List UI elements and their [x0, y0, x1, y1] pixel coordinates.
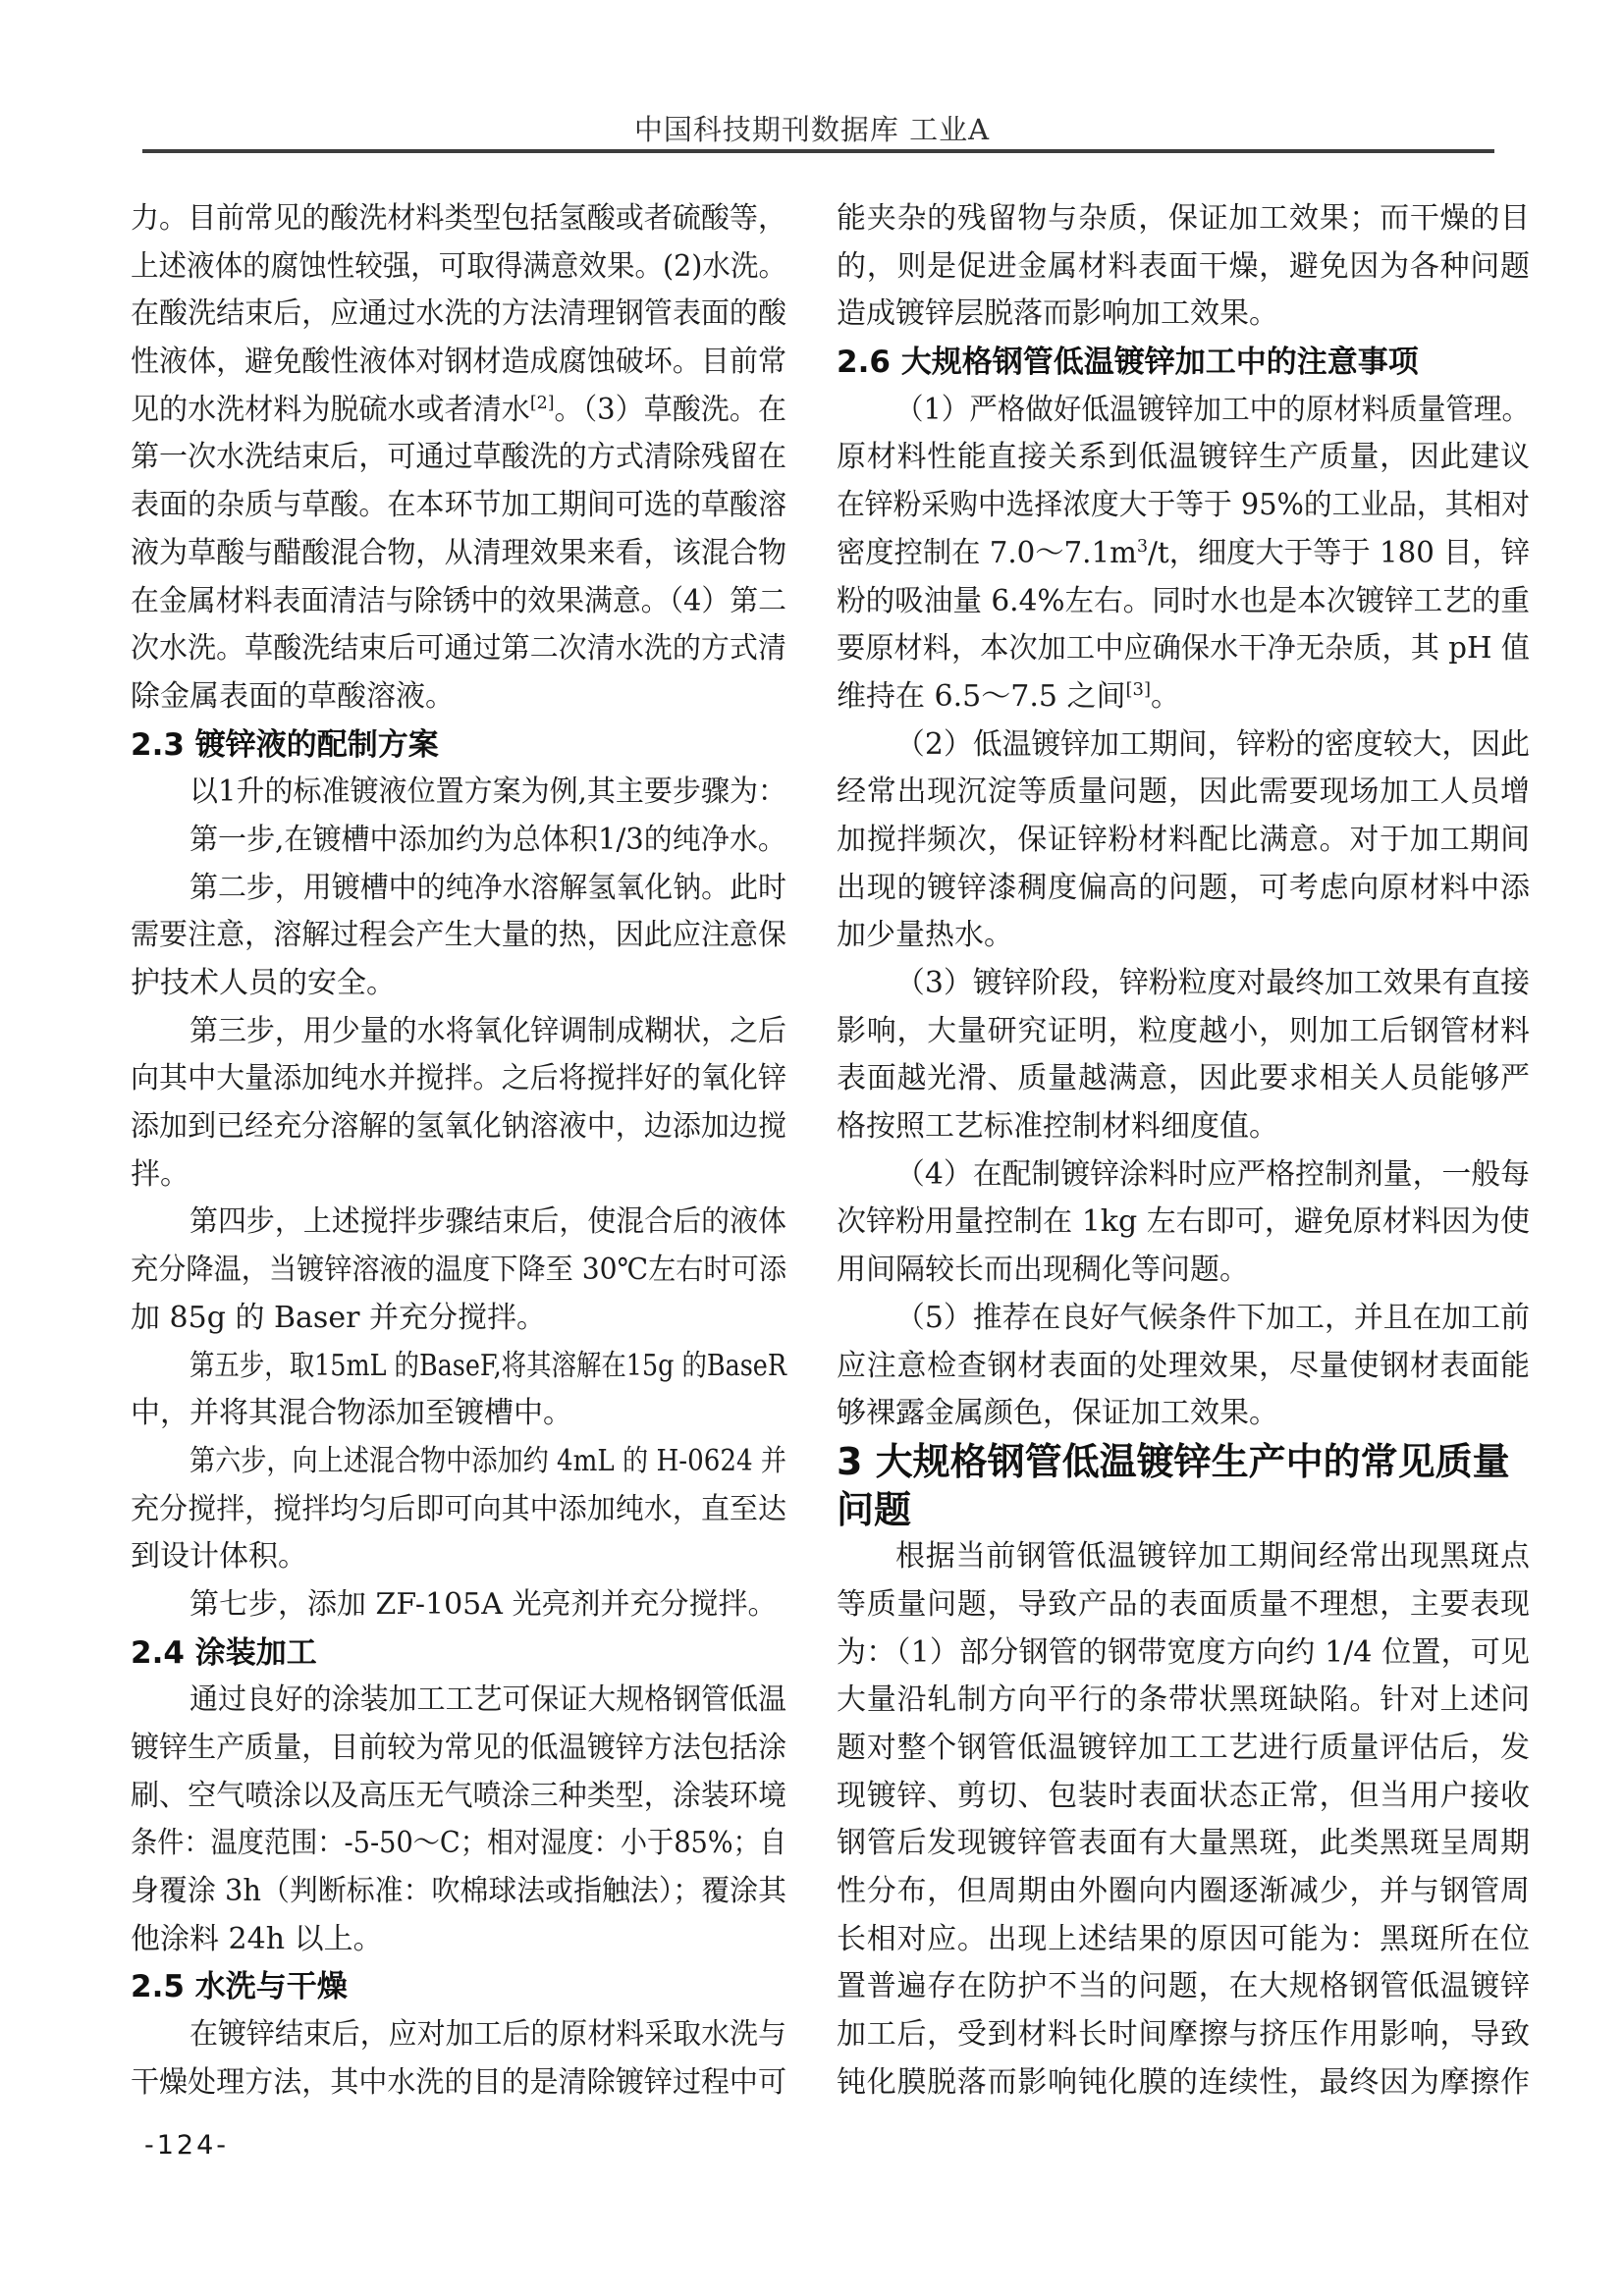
- text-line-content: 长相对应。出现上述结果的原因可能为：黑斑所在位: [837, 1921, 1530, 1956]
- text-line: [837, 1725, 1530, 1773]
- text-line: [837, 2011, 1530, 2059]
- section-heading: [837, 1486, 1530, 1534]
- text-line-content: 经常出现沉淀等质量问题，因此需要现场加工人员增: [837, 774, 1530, 810]
- text-line: [131, 1151, 786, 1200]
- section-heading: [837, 1438, 1530, 1486]
- text-line: [837, 530, 1530, 578]
- text-line-content: 加少量热水。: [837, 918, 1013, 953]
- text-line-content: 加工后，受到材料长时间摩擦与挤压作用影响，导致: [837, 2017, 1530, 2053]
- text-line-content: 为：（1）部分钢管的钢带宽度方向约 1/4 位置，可见: [837, 1634, 1530, 1670]
- text-line-content: 钝化膜脱落而影响钝化膜的连续性，最终因为摩擦作: [837, 2064, 1530, 2100]
- text-line: [837, 434, 1530, 482]
- text-line: [131, 1725, 786, 1773]
- text-line: [131, 387, 786, 435]
- text-line: [837, 482, 1530, 530]
- text-line-content: 他涂料 24h 以上。: [131, 1921, 383, 1956]
- text-line-content: 能夹杂的残留物与杂质，保证加工效果；而干燥的目: [837, 201, 1530, 236]
- text-line-content: 维持在 6.5～7.5 之间[3]。: [837, 678, 1180, 714]
- text-line: [837, 195, 1530, 243]
- text-line: [837, 1103, 1530, 1151]
- text-line: [837, 769, 1530, 817]
- text-line-content: 添加到已经充分溶解的氢氧化钠溶液中，边添加边搅: [131, 1109, 786, 1145]
- superscript: [2]: [529, 392, 555, 413]
- text-line-content: 等质量问题，导致产品的表面质量不理想，主要表现: [837, 1586, 1530, 1622]
- text-line: [837, 625, 1530, 673]
- text-line: [131, 1390, 786, 1438]
- text-line: [837, 1916, 1530, 1964]
- text-line-content: 2.5 水洗与干燥: [131, 1969, 348, 2005]
- text-line-content: 格按照工艺标准控制材料细度值。: [837, 1109, 1278, 1145]
- text-line-content: 力。目前常见的酸洗材料类型包括氢酸或者硫酸等，: [131, 201, 786, 236]
- text-line-content: 的，则是促进金属材料表面干燥，避免因为各种问题: [837, 248, 1530, 284]
- text-line: [131, 1868, 786, 1916]
- text-line: [131, 1533, 786, 1581]
- text-line: [837, 1868, 1530, 1916]
- text-line-content: 在酸洗结束后，应通过水洗的方法清理钢管表面的酸: [131, 296, 786, 332]
- superscript: 3: [1136, 535, 1149, 557]
- text-line-content: 第四步，上述搅拌步骤结束后，使混合后的液体: [189, 1204, 786, 1240]
- text-line: [131, 2011, 786, 2059]
- text-line-content: 钢管后发现镀锌管表面有大量黑斑，此类黑斑呈周期: [837, 1826, 1530, 1861]
- text-line-content: 拌。: [131, 1156, 189, 1192]
- text-line-content: （2）低温镀锌加工期间，锌粉的密度较大，因此: [895, 726, 1530, 762]
- text-line-content: 要原材料，本次加工中应确保水干净无杂质，其 pH 值: [837, 631, 1530, 667]
- text-line-content: 第一步,在镀槽中添加约为总体积1/3的纯净水。: [189, 822, 786, 857]
- text-line: [837, 1581, 1530, 1629]
- text-line: [837, 1629, 1530, 1678]
- text-line: [131, 2059, 786, 2108]
- text-line: [131, 1343, 786, 1391]
- text-line-content: 粉的吸油量 6.4%左右。同时水也是本次镀锌工艺的重: [837, 583, 1530, 618]
- text-line-content: 2.3 镀锌液的配制方案: [131, 726, 439, 763]
- text-line-content: 条件：温度范围：-5-50～C；相对湿度：小于85%；自: [131, 1826, 786, 1861]
- text-line-content: 性液体，避免酸性液体对钢材造成腐蚀破坏。目前常: [131, 345, 786, 380]
- text-line-content: 影响，大量研究证明，粒度越小，则加工后钢管材料: [837, 1013, 1530, 1048]
- section-heading: [131, 1963, 786, 2011]
- text-line-content: 密度控制在 $7.0\sim 7.1m^3/t$，细度大于等于 180 目，锌: [837, 535, 1530, 570]
- page-number: -124-: [144, 2130, 230, 2161]
- text-line-content: 镀锌生产质量，目前较为常见的低温镀锌方法包括涂: [131, 1731, 786, 1765]
- text-line-content: 表面的杂质与草酸。在本环节加工期间可选的草酸溶: [131, 488, 786, 523]
- text-line: [837, 1295, 1530, 1343]
- text-line-content: （4）在配制镀锌涂料时应严格控制剂量，一般每: [895, 1156, 1530, 1192]
- text-line: [131, 1916, 786, 1964]
- text-line-content: 第六步，向上述混合物中添加约 4mL 的 H-0624 并: [189, 1443, 786, 1478]
- text-line-content: 向其中大量添加纯水并搅拌。之后将搅拌好的氧化锌: [131, 1061, 786, 1096]
- text-line: [837, 1533, 1530, 1581]
- section-heading: [837, 339, 1530, 387]
- text-line: [131, 195, 786, 243]
- text-line-content: 表面越光滑、质量越满意，因此要求相关人员能够严: [837, 1061, 1530, 1096]
- text-line: [131, 482, 786, 530]
- text-line-content: 加 85g 的 Baser 并充分搅拌。: [131, 1300, 546, 1335]
- text-line: [131, 673, 786, 721]
- text-line: [131, 960, 786, 1008]
- section-heading: [131, 721, 786, 770]
- text-line: [131, 1199, 786, 1247]
- text-line-content: 身覆涂 3h（判断标准：吹棉球法或指触法）；覆涂其: [131, 1874, 786, 1909]
- text-line-content: （1）严格做好低温镀锌加工中的原材料质量管理。: [895, 392, 1530, 427]
- text-line: [837, 1055, 1530, 1103]
- text-line: [131, 434, 786, 482]
- text-line: [131, 578, 786, 626]
- text-line: [131, 1103, 786, 1151]
- text-line-content: 出现的镀锌漆稠度偏高的问题，可考虑向原材料中添: [837, 870, 1530, 905]
- text-line: [131, 1581, 786, 1629]
- text-line-content: 加搅拌频次，保证锌粉材料配比满意。对于加工期间: [837, 822, 1530, 857]
- text-line-content: 干燥处理方法，其中水洗的目的是清除镀锌过程中可: [131, 2064, 786, 2100]
- text-line-content: 次锌粉用量控制在 1kg 左右即可，避免原材料因为使: [837, 1204, 1530, 1240]
- text-line-content: 性分布，但周期由外圈向内圈逐渐减少，并与钢管周: [837, 1874, 1530, 1909]
- text-line-content: 在镀锌结束后，应对加工后的原材料采取水洗与: [189, 2017, 786, 2053]
- text-line: [837, 1343, 1530, 1391]
- text-line-content: 大量沿轧制方向平行的条带状黑斑缺陷。针对上述问: [837, 1682, 1530, 1718]
- text-line-content: 第七步，添加 ZF-105A 光亮剂并充分搅拌。: [189, 1586, 778, 1622]
- text-line: [131, 291, 786, 339]
- text-line: [837, 1773, 1530, 1821]
- text-line-content: 次水洗。草酸洗结束后可通过第二次清水洗的方式清: [131, 631, 786, 667]
- text-line: [131, 1677, 786, 1725]
- text-line-content: 2.4 涂装加工: [131, 1634, 317, 1671]
- text-line: [131, 1486, 786, 1534]
- text-line-content: （5）推荐在良好气候条件下加工，并且在加工前: [895, 1300, 1530, 1335]
- text-line: [837, 912, 1530, 960]
- text-line: [131, 865, 786, 913]
- text-line: [131, 912, 786, 960]
- text-line-content: 在锌粉采购中选择浓度大于等于 95%的工业品，其相对: [837, 488, 1530, 523]
- text-line-content: 充分降温，当镀锌溶液的温度下降至 30℃左右时可添: [131, 1253, 786, 1288]
- text-line: [837, 721, 1530, 770]
- text-line-content: 题对整个钢管低温镀锌加工工艺进行质量评估后，发: [837, 1731, 1530, 1765]
- right-column: [837, 195, 1530, 2108]
- text-line: [837, 578, 1530, 626]
- text-line-content: 中，并将其混合物添加至镀槽中。: [131, 1396, 572, 1431]
- text-line: [131, 243, 786, 292]
- text-line: [131, 769, 786, 817]
- text-line-content: 液为草酸与醋酸混合物，从清理效果来看，该混合物: [131, 535, 786, 570]
- text-line-content: 到设计体积。: [131, 1539, 307, 1575]
- header-divider: [142, 149, 1494, 153]
- journal-header: 中国科技期刊数据库 工业A: [633, 113, 991, 146]
- text-line: [131, 339, 786, 387]
- text-line: [837, 387, 1530, 435]
- text-line: [131, 1008, 786, 1056]
- text-line: [131, 1055, 786, 1103]
- text-line: [837, 1820, 1530, 1868]
- text-line: [837, 1008, 1530, 1056]
- text-line: [837, 817, 1530, 865]
- text-line-content: 第五步，取15mL 的BaseF,将其溶解在15g 的BaseR: [189, 1348, 786, 1383]
- superscript: [3]: [1125, 678, 1151, 700]
- text-line: [837, 1390, 1530, 1438]
- text-line-content: 现镀锌、剪切、包装时表面状态正常，但当用户接收: [837, 1778, 1530, 1813]
- text-line-content: 根据当前钢管低温镀锌加工期间经常出现黑斑点: [895, 1539, 1530, 1575]
- text-line: [837, 865, 1530, 913]
- text-line-content: 第二步，用镀槽中的纯净水溶解氢氧化钠。此时: [189, 870, 786, 905]
- text-line-content: 造成镀锌层脱落而影响加工效果。: [837, 296, 1278, 332]
- text-line-content: 3 大规格钢管低温镀锌生产中的常见质量: [837, 1439, 1510, 1483]
- text-line-content: 应注意检查钢材表面的处理效果，尽量使钢材表面能: [837, 1348, 1530, 1383]
- text-line: [837, 1199, 1530, 1247]
- text-line: [837, 1963, 1530, 2011]
- text-line-content: 原材料性能直接关系到低温镀锌生产质量，因此建议: [837, 440, 1530, 475]
- text-line: [131, 1247, 786, 1295]
- text-line-content: 第一次水洗结束后，可通过草酸洗的方式清除残留在: [131, 440, 786, 475]
- text-line-content: 第三步，用少量的水将氧化锌调制成糊状，之后: [189, 1013, 786, 1048]
- text-line-content: 刷、空气喷涂以及高压无气喷涂三种类型，涂装环境: [131, 1778, 786, 1813]
- text-line: [837, 1247, 1530, 1295]
- left-column: [131, 195, 786, 2108]
- text-line: [131, 1295, 786, 1343]
- text-line: [837, 1151, 1530, 1200]
- text-line: [131, 530, 786, 578]
- text-line: [131, 1773, 786, 1821]
- text-line: [837, 243, 1530, 292]
- text-line-content: 需要注意，溶解过程会产生大量的热，因此应注意保: [131, 918, 786, 953]
- text-line: [131, 1438, 786, 1486]
- text-line-content: 除金属表面的草酸溶液。: [131, 678, 455, 714]
- text-line: [837, 673, 1530, 721]
- text-line-content: 通过良好的涂装加工工艺可保证大规格钢管低温: [189, 1682, 786, 1718]
- text-line-content: 以1升的标准镀液位置方案为例,其主要步骤为：: [189, 774, 786, 810]
- text-line-content: 见的水洗材料为脱硫水或者清水[2]。（3）草酸洗。在: [131, 392, 786, 427]
- text-line: [131, 625, 786, 673]
- text-line: [837, 1677, 1530, 1725]
- text-line-content: 2.6 大规格钢管低温镀锌加工中的注意事项: [837, 345, 1419, 381]
- text-line: [837, 960, 1530, 1008]
- text-line-content: 够裸露金属颜色，保证加工效果。: [837, 1396, 1278, 1431]
- text-line-content: 上述液体的腐蚀性较强，可取得满意效果。(2)水洗。: [131, 248, 786, 284]
- text-line: [131, 1820, 786, 1868]
- text-line-content: 充分搅拌，搅拌均匀后即可向其中添加纯水，直至达: [131, 1491, 786, 1526]
- text-line: [131, 817, 786, 865]
- text-line-content: 在金属材料表面清洁与除锈中的效果满意。（4）第二: [131, 583, 786, 618]
- text-line: [837, 2059, 1530, 2108]
- text-line-content: 用间隔较长而出现稠化等问题。: [837, 1253, 1249, 1288]
- text-line-content: （3）镀锌阶段，锌粉粒度对最终加工效果有直接: [895, 966, 1530, 1000]
- text-line-content: 置普遍存在防护不当的问题，在大规格钢管低温镀锌: [837, 1969, 1530, 2004]
- text-line-content: 问题: [837, 1487, 912, 1531]
- text-line: [837, 291, 1530, 339]
- section-heading: [131, 1629, 786, 1678]
- text-line-content: 护技术人员的安全。: [131, 966, 396, 1000]
